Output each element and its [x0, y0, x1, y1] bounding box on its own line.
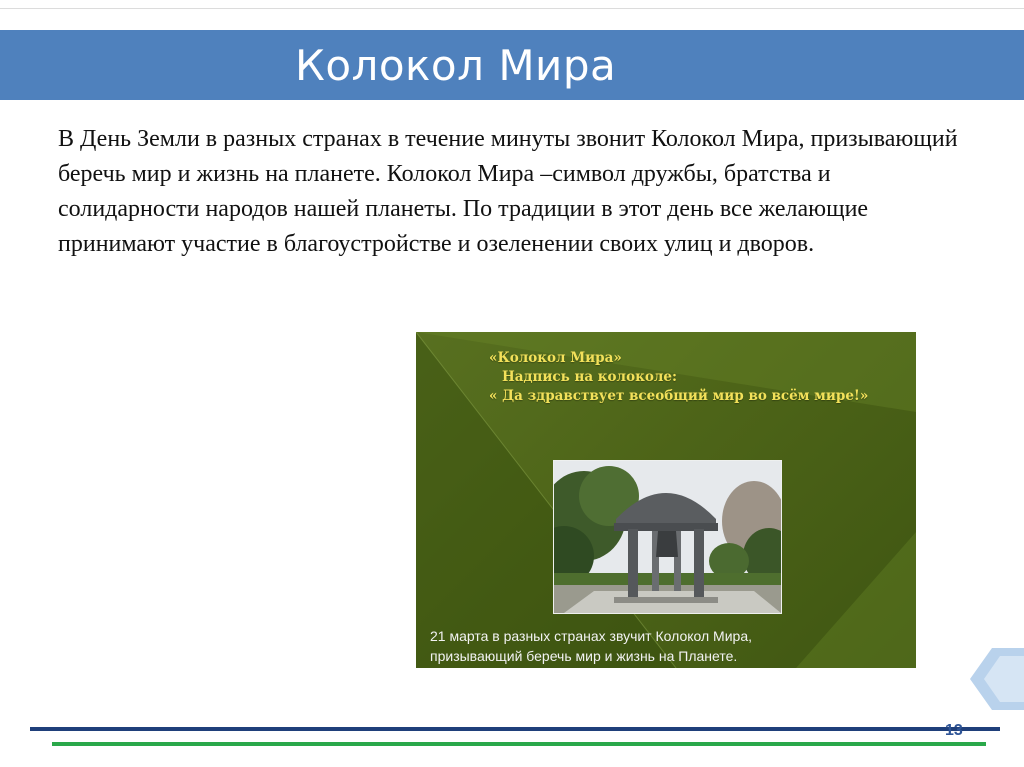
- card-heading: «Колокол Мира»: [489, 350, 622, 366]
- top-divider: [0, 8, 1024, 9]
- card-inscription-label: Надпись на колоколе:: [502, 369, 677, 385]
- slide-title: Колокол Мира: [295, 41, 617, 90]
- card-caption: 21 марта в разных странах звучит Колокол Мира, призывающий беречь мир и жизнь на Планете.: [430, 628, 752, 664]
- peace-bell-illustration: [554, 461, 781, 613]
- footer-green-line: [52, 742, 986, 746]
- footer-navy-line: [30, 727, 1000, 731]
- peace-bell-photo: [553, 460, 782, 614]
- card-inscription: « Да здравствует всеобщий мир во всём мире!»: [489, 388, 869, 404]
- slide-number: 13: [945, 722, 963, 739]
- bell-photo-card: [416, 332, 916, 668]
- corner-decoration: [970, 648, 1024, 710]
- body-paragraph: В День Земли в разных странах в течение минуты звонит Колокол Мира, призывающий беречь мир и жизнь на планете. Колокол Мира –символ дружбы, братства и солидарности народов нашей планеты. По традиции в этот день все желающие принимают участие в благоустройстве и озеленении своих улиц и дворов.: [58, 126, 958, 257]
